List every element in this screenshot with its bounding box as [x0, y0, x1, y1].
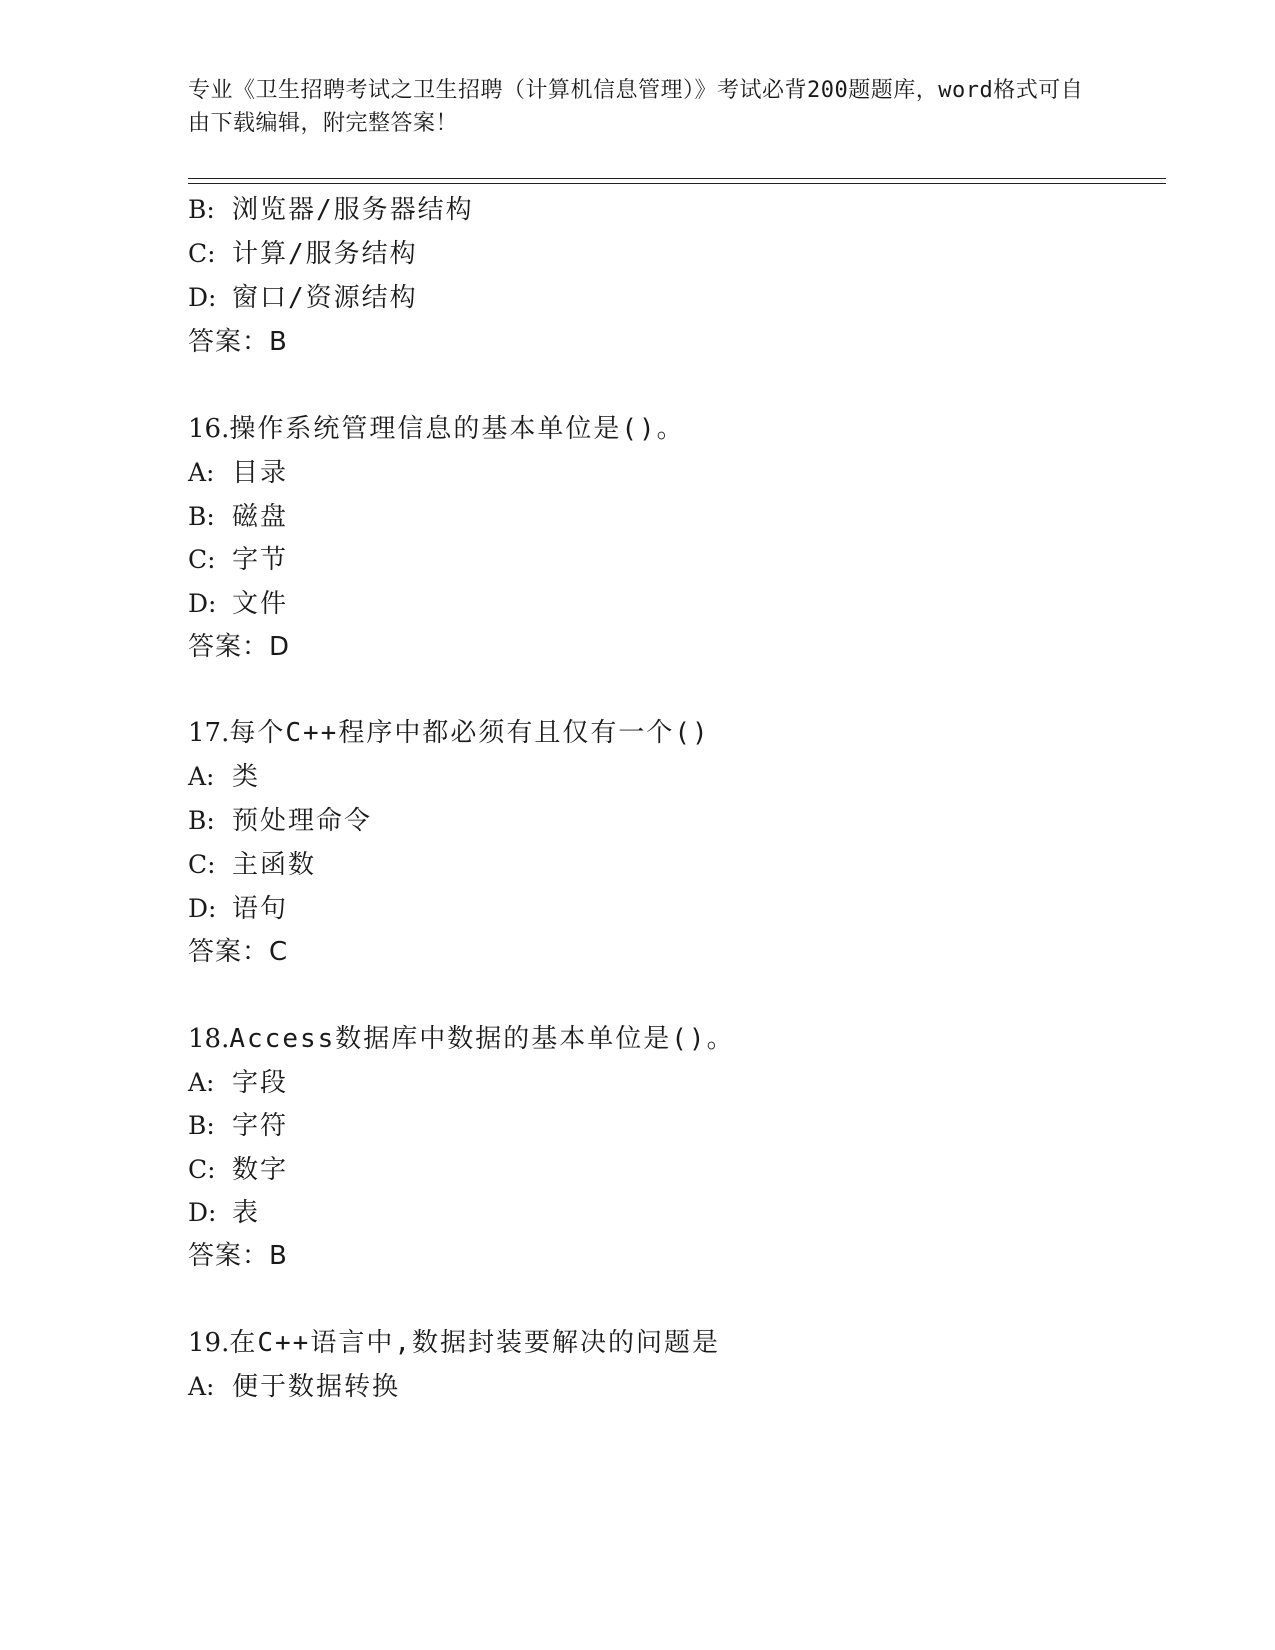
option-line [188, 1109, 288, 1143]
answer-text: 答案：B [188, 1241, 288, 1271]
answer-text: 答案：D [188, 632, 291, 662]
option-prefix: B: [188, 1111, 215, 1140]
option-line [188, 804, 372, 838]
option-text: 计算/服务结构 [232, 239, 418, 269]
answer-line [188, 935, 288, 969]
header-text: 专业《卫生招聘考试之卫生招聘（计算机信息管理）》考试必背200题题库，word格式可自由下载编辑，附完整答案！ [188, 78, 1084, 136]
option-prefix: A: [188, 762, 215, 791]
option-line [188, 1153, 288, 1187]
answer-line [188, 325, 288, 359]
option-line [188, 1066, 288, 1100]
question-number: 19. [188, 1328, 230, 1358]
option-prefix: C: [188, 239, 216, 268]
option-line [188, 237, 418, 271]
option-line [188, 456, 288, 490]
option-prefix: A: [188, 1068, 215, 1097]
option-prefix: D: [188, 1198, 217, 1227]
answer-line [188, 630, 290, 664]
option-text: 字节 [232, 545, 289, 575]
option-prefix: D: [188, 894, 217, 923]
header-divider-bottom [188, 183, 1166, 184]
option-line [188, 193, 474, 227]
question-number: 16. [188, 414, 230, 444]
option-text: 浏览器/服务器结构 [232, 195, 474, 225]
option-line [188, 543, 288, 577]
question-text: 每个C++程序中都必须有且仅有一个() [229, 718, 710, 748]
question-line [188, 716, 710, 750]
option-prefix: A: [188, 458, 215, 487]
option-text: 目录 [232, 458, 289, 488]
option-line [188, 281, 418, 315]
option-text: 文件 [232, 589, 289, 619]
option-text: 类 [232, 762, 261, 792]
option-text: 语句 [232, 894, 289, 924]
option-line [188, 1370, 400, 1404]
question-text: 在C++语言中,数据封装要解决的问题是 [229, 1328, 720, 1358]
option-text: 窗口/资源结构 [232, 283, 418, 313]
option-text: 预处理命令 [232, 806, 373, 836]
option-prefix: B: [188, 502, 215, 531]
question-line [188, 1022, 735, 1056]
option-line [188, 892, 288, 926]
question-number: 18. [188, 1024, 230, 1054]
option-text: 字段 [232, 1068, 289, 1098]
option-line [188, 760, 260, 794]
option-text: 表 [232, 1198, 261, 1228]
question-line [188, 1326, 720, 1360]
option-line [188, 587, 288, 621]
question-number: 17. [188, 718, 230, 748]
answer-text: 答案：B [188, 327, 288, 357]
option-text: 主函数 [232, 850, 317, 880]
answer-text: 答案：C [188, 937, 289, 967]
question-text: 操作系统管理信息的基本单位是()。 [229, 414, 685, 444]
option-line [188, 848, 316, 882]
document-header [188, 74, 1088, 140]
option-line [188, 500, 288, 534]
option-prefix: C: [188, 1155, 216, 1184]
option-prefix: B: [188, 806, 215, 835]
option-prefix: A: [188, 1372, 215, 1401]
option-line [188, 1196, 260, 1230]
option-text: 字符 [232, 1111, 289, 1141]
option-text: 数字 [232, 1155, 289, 1185]
option-prefix: B: [188, 195, 215, 224]
question-text: Access数据库中数据的基本单位是()。 [229, 1024, 735, 1054]
option-text: 便于数据转换 [232, 1372, 401, 1402]
option-prefix: C: [188, 850, 216, 879]
option-prefix: D: [188, 283, 217, 312]
question-line [188, 412, 685, 446]
option-prefix: D: [188, 589, 217, 618]
option-text: 磁盘 [232, 502, 289, 532]
answer-line [188, 1239, 288, 1273]
header-divider-top [188, 178, 1166, 179]
option-prefix: C: [188, 545, 216, 574]
